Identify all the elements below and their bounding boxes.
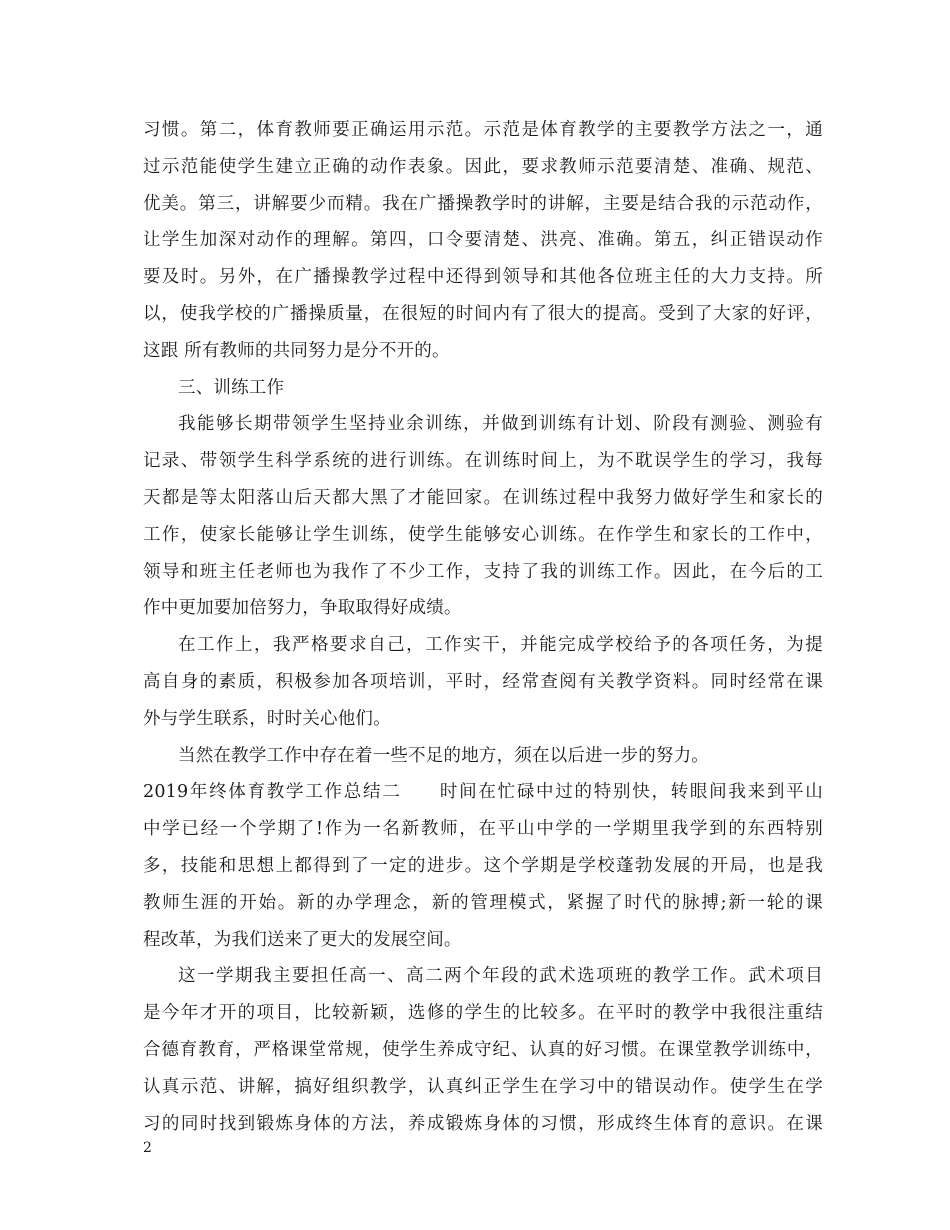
text-line: 优美。第三，讲解要少而精。我在广播操教学时的讲解，主要是结合我的示范动作， [143,193,823,214]
text-line: 以，使我学校的广播操质量，在很短的时间内有了很大的提高。受到了大家的好评， [143,303,823,324]
text-line: 作中更加要加倍努力，争取取得好成绩。 [143,598,462,619]
text-line: 2019年终体育教学工作总结二 时间在忙碌中过的特别快，转眼间我来到平山 [143,782,823,803]
text-line: 过示范能使学生建立正确的动作表象。因此，要求教师示范要清楚、准确、规范、 [143,156,823,177]
text-line: 记录、带领学生科学系统的进行训练。在训练时间上，为不耽误学生的学习，我每 [143,451,823,472]
text-line: 工作，使家长能够让学生训练，使学生能够安心训练。在作学生和家长的工作中， [143,524,823,545]
text-line: 我能够长期带领学生坚持业余训练，并做到训练有计划、阶段有测验、测验有 [178,414,823,435]
text-line: 当然在教学工作中存在着一些不足的地方，须在以后进一步的努力。 [178,745,709,766]
text-line: 让学生加深对动作的理解。第四，口令要清楚、洪亮、准确。第五，纠正错误动作 [143,230,823,251]
text-line: 习惯。第二，体育教师要正确运用示范。示范是体育教学的主要教学方法之一，通 [143,120,823,140]
text-line: 外与学生联系，时时关心他们。 [143,708,391,729]
text-line: 领导和班主任老师也为我作了不少工作，支持了我的训练工作。因此，在今后的工 [143,561,823,582]
text-line: 认真示范、讲解，搞好组织教学，认真纠正学生在学习中的错误动作。使学生在学 [143,1076,823,1097]
text-line: 习的同时找到锻炼身体的方法，养成锻炼身体的习惯，形成终生体育的意识。在课 [143,1113,823,1134]
text-line: 教师生涯的开始。新的办学理念，新的管理模式，紧握了时代的脉搏;新一轮的课 [143,892,823,913]
text-line: 中学已经一个学期了!作为一名新教师，在平山中学的一学期里我学到的东西特别 [143,819,823,840]
text-line: 要及时。另外，在广播操教学过程中还得到领导和其他各位班主任的大力支持。所 [143,267,823,288]
text-line: 程改革，为我们送来了更大的发展空间。 [143,929,462,950]
text-line: 多，技能和思想上都得到了一定的进步。这个学期是学校蓬勃发展的开局，也是我 [143,855,823,876]
text-line: 这一学期我主要担任高一、高二两个年段的武术选项班的教学工作。武术项目 [178,966,823,987]
body-text [143,112,823,1142]
text-line: 这跟 所有教师的共同努力是分不开的。 [143,340,450,361]
text-line: 在工作上，我严格要求自己，工作实干，并能完成学校给予的各项任务，为提 [178,635,823,656]
text-line: 高自身的素质，积极参加各项培训，平时，经常查阅有关教学资料。同时经常在课 [143,671,823,692]
section-heading: 三、训练工作 [178,377,285,398]
page-number: 2 [143,1140,152,1156]
text-line: 天都是等太阳落山后天都大黑了才能回家。在训练过程中我努力做好学生和家长的 [143,487,823,508]
text-line: 是今年才开的项目，比较新颖，选修的学生的比较多。在平时的教学中我很注重结 [143,1003,823,1024]
text-line: 合德育教育，严格课堂常规，使学生养成守纪、认真的好习惯。在课堂教学训练中， [143,1039,823,1060]
